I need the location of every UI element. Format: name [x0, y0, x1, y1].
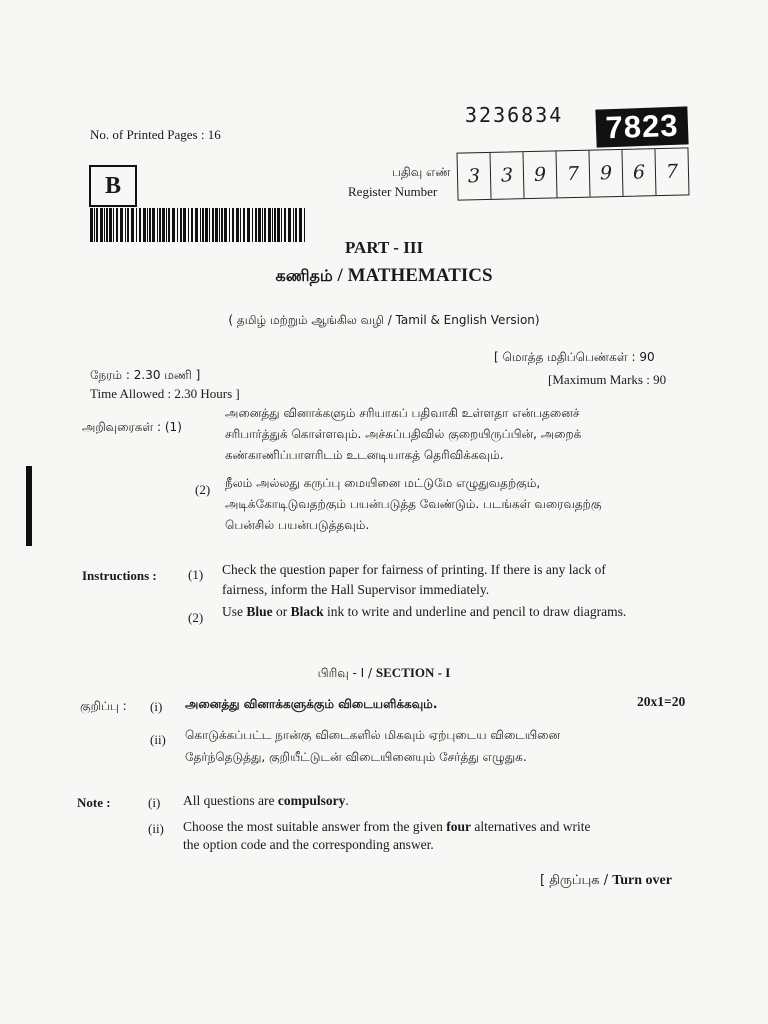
instruction-en-2-rest: ink to write and underline and pencil to draw diagrams.	[323, 604, 627, 619]
part-heading: PART - III	[344, 238, 424, 257]
marks-ta: [ மொத்த மதிப்பெண்கள் : 90	[494, 350, 655, 364]
instruction-ta-1-line: சரிபார்த்துக் கொள்ளவும். அச்சுப்பதிவில் குறையிருப்பின், அறைக்	[225, 427, 582, 441]
note-en-1	[183, 793, 349, 809]
instruction-ta-1-line: கண்காணிப்பாளரிடம் உடனடியாகத் தெரிவிக்கவும்.	[225, 448, 504, 462]
barcode-image	[90, 208, 308, 242]
subject-separator: /	[332, 265, 348, 286]
note-ta-2-line: கொடுக்கப்பட்ட நான்கு விடைகளில் மிகவும் ஏற்புடைய விடையினை	[185, 728, 561, 742]
marks-en: [Maximum Marks : 90	[548, 372, 667, 387]
note-en-2	[183, 818, 683, 854]
register-digit: 9	[589, 150, 623, 197]
note-ta-label: குறிப்பு :	[80, 699, 127, 713]
turn-over	[540, 873, 672, 889]
paper-code: 7823	[595, 106, 688, 147]
register-digit: 7	[665, 160, 679, 183]
instruction-ta-2	[225, 473, 700, 536]
time-en: Time Allowed : 2.30 Hours ]	[90, 386, 240, 401]
note-ta-2-line: தேர்ந்தெடுத்து, குறியீட்டுடன் விடையினையும் சேர்த்து எழுதுக.	[185, 750, 527, 764]
note-ta-2-number: (ii)	[150, 732, 166, 747]
note-en-1-number: (i)	[148, 795, 161, 810]
ink-black: Black	[290, 604, 324, 619]
note-en-2-line: the option code and the corresponding answer.	[183, 837, 434, 852]
instruction-en-1-line: Check the question paper for fairness of printing. If there is any lack of	[222, 562, 606, 577]
note-en-2-bold: four	[446, 819, 471, 834]
note-en-2-text: Choose the most suitable answer from the given	[183, 819, 447, 834]
register-digit: 3	[490, 152, 524, 199]
register-digit: 7	[556, 151, 590, 198]
instruction-ta-1	[225, 403, 700, 466]
register-label-en: Register Number	[348, 184, 438, 199]
turn-over-en: Turn over	[612, 873, 672, 888]
margin-mark	[26, 466, 32, 546]
note-en-1-text: All questions are	[183, 793, 278, 808]
serial-number: 3236834	[465, 103, 564, 127]
section-heading-en: SECTION - I	[375, 665, 451, 680]
instruction-ta-2-line: அடிக்கோடிடுவதற்கும் பயன்படுத்த வேண்டும். படங்கள் வரைவதற்கு	[225, 497, 602, 511]
instructions-en-label: Instructions :	[82, 568, 157, 583]
note-en-label: Note :	[77, 795, 111, 810]
instruction-en-2-or: or	[272, 604, 291, 619]
note-en-2-line	[183, 818, 683, 836]
note-en-1-bold: compulsory	[277, 793, 346, 808]
instruction-en-1-number: (1)	[188, 567, 204, 582]
instruction-en-2-number: (2)	[188, 610, 204, 625]
instruction-en-1-line: fairness, inform the Hall Supervisor immediately.	[222, 582, 490, 597]
subject-title	[0, 265, 768, 287]
subject-ta: கணிதம்	[275, 266, 333, 285]
ink-blue: Blue	[246, 604, 273, 619]
note-ta-2	[185, 724, 685, 768]
instructions-ta-label: அறிவுரைகள் : (1)	[82, 420, 182, 434]
note-en-1-end: .	[345, 793, 349, 808]
register-digit: 6	[622, 149, 656, 196]
register-number-box	[456, 147, 689, 200]
note-ta-1: அனைத்து வினாக்களுக்கும் விடையளிக்கவும்.	[185, 697, 438, 711]
medium-line	[0, 312, 768, 329]
section-heading	[0, 665, 768, 682]
printed-pages: No. of Printed Pages : 16	[90, 127, 221, 142]
instruction-ta-2-line: நீலம் அல்லது கருப்பு மையினை மட்டுமே எழுதுவதற்கும்,	[225, 476, 541, 490]
register-digit: 3	[458, 153, 492, 200]
instruction-ta-2-line: பென்சில் பயன்படுத்தவும்.	[225, 518, 370, 532]
note-ta-1-number: (i)	[150, 699, 163, 714]
note-en-2-rest: alternatives and write	[470, 819, 591, 834]
turn-over-ta: [ திருப்புக /	[540, 873, 613, 888]
time-ta: நேரம் : 2.30 மணி ]	[90, 368, 201, 382]
instruction-ta-1-line: அனைத்து வினாக்களும் சரியாகப் பதிவாகி உள்ளதா என்பதனைச்	[225, 406, 580, 420]
instruction-en-2-text: Use	[222, 604, 247, 619]
register-label-ta: பதிவு எண்	[392, 165, 451, 179]
series-box: B	[89, 165, 137, 207]
instruction-en-2	[222, 604, 702, 620]
note-en-2-number: (ii)	[148, 821, 164, 836]
medium-text: ( தமிழ் மற்றும் ஆங்கில வழி / Tamil & English Version)	[228, 313, 540, 327]
subject-en: MATHEMATICS	[347, 265, 493, 286]
instruction-ta-2-number: (2)	[195, 482, 211, 497]
section-heading-ta: பிரிவு - I /	[317, 666, 376, 680]
register-digit: 9	[523, 151, 557, 198]
instruction-en-1	[222, 560, 697, 600]
marks-scheme: 20x1=20	[637, 694, 686, 709]
